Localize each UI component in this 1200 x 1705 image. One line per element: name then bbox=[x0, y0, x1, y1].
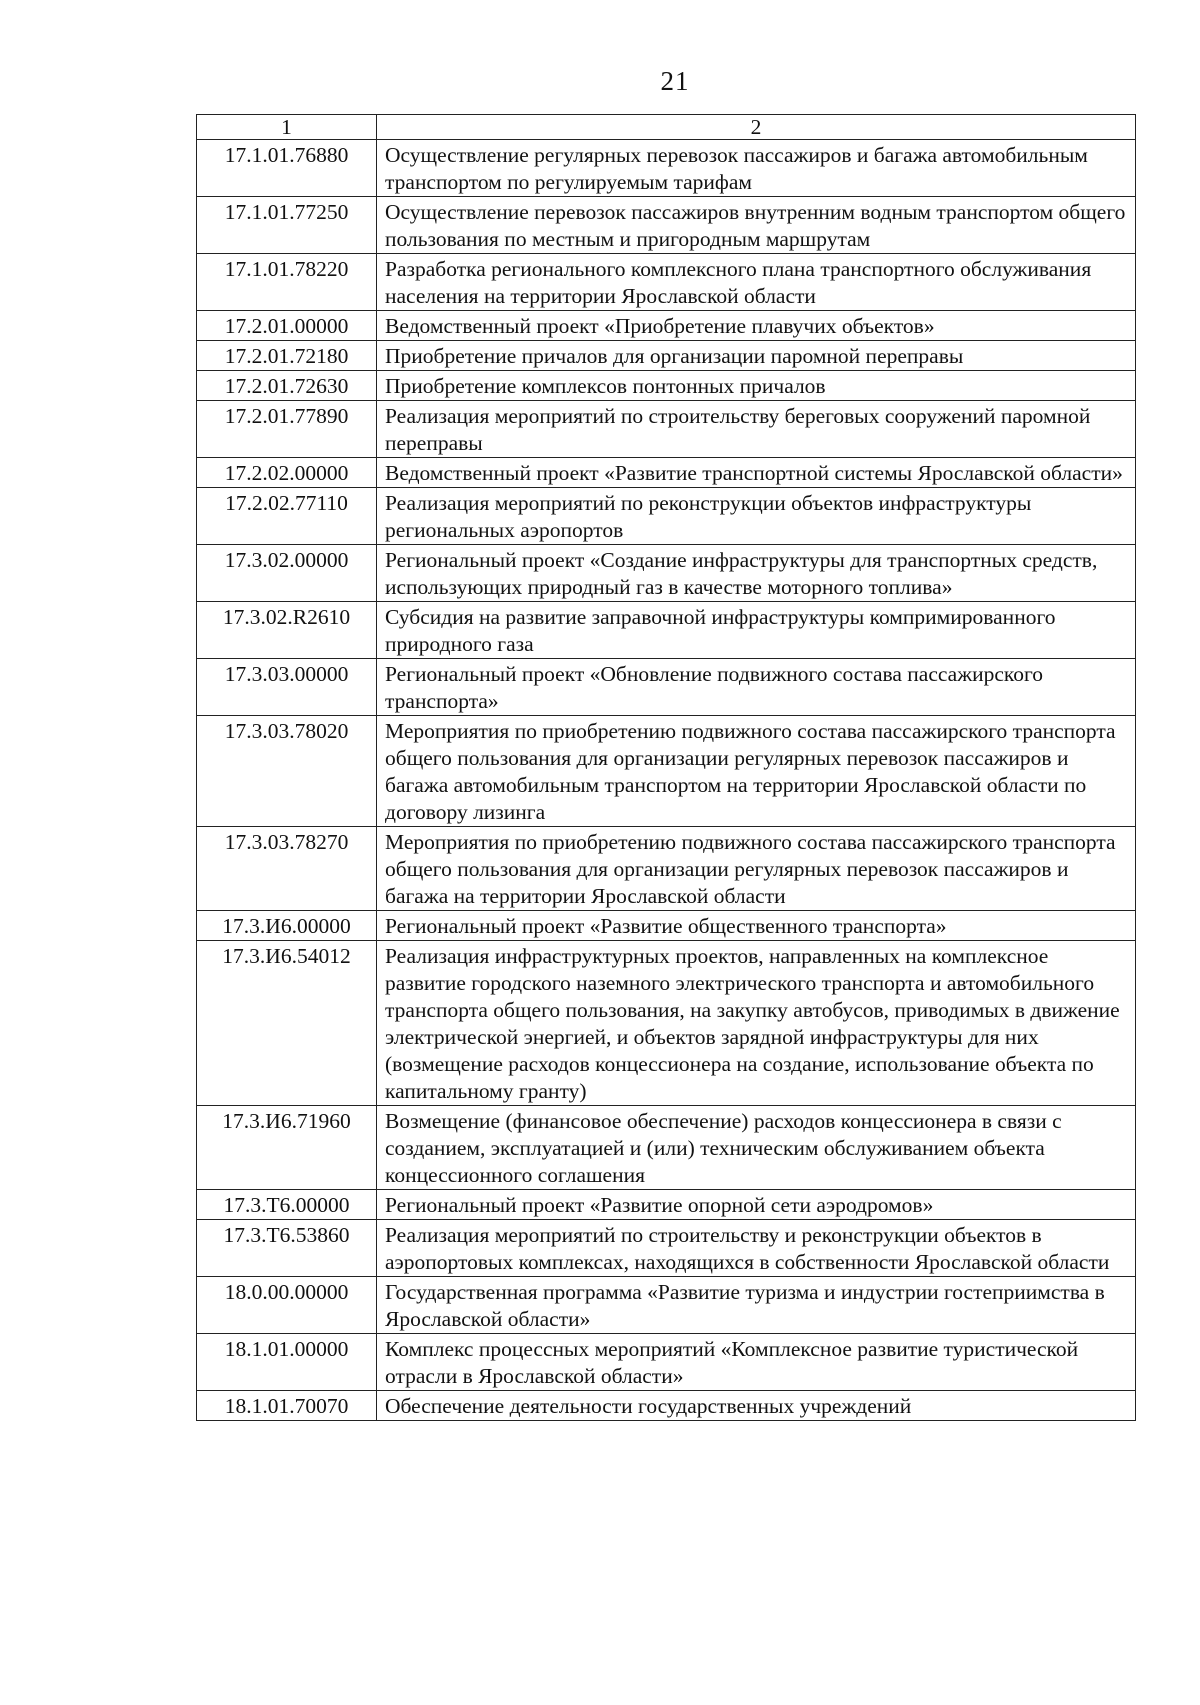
row-code: 17.3.Т6.53860 bbox=[197, 1220, 377, 1277]
table-row bbox=[197, 716, 1136, 827]
row-name: Ведомственный проект «Приобретение плавучих объектов» bbox=[377, 311, 1136, 341]
row-name: Мероприятия по приобретению подвижного состава пассажирского транспорта общего пользования для организации регулярных перевозок пассажиров и багажа на территории Ярославской области bbox=[377, 827, 1136, 911]
table-row bbox=[197, 311, 1136, 341]
page-number: 21 bbox=[660, 66, 690, 96]
row-code: 17.3.И6.71960 bbox=[197, 1106, 377, 1190]
row-code: 17.3.Т6.00000 bbox=[197, 1190, 377, 1220]
table-header-row bbox=[197, 115, 1136, 140]
row-name: Осуществление перевозок пассажиров внутренним водным транспортом общего пользования по местным и пригородным маршрутам bbox=[377, 197, 1136, 254]
row-code: 17.3.И6.00000 bbox=[197, 911, 377, 941]
row-name: Ведомственный проект «Развитие транспортной системы Ярославской области» bbox=[377, 458, 1136, 488]
table-row bbox=[197, 140, 1136, 197]
row-code: 18.1.01.00000 bbox=[197, 1334, 377, 1391]
table-row bbox=[197, 1190, 1136, 1220]
row-name: Комплекс процессных мероприятий «Комплексное развитие туристической отрасли в Ярославской области» bbox=[377, 1334, 1136, 1391]
row-code: 17.1.01.77250 bbox=[197, 197, 377, 254]
row-name: Реализация мероприятий по реконструкции объектов инфраструктуры региональных аэропортов bbox=[377, 488, 1136, 545]
row-code: 17.2.01.72180 bbox=[197, 341, 377, 371]
row-name: Осуществление регулярных перевозок пассажиров и багажа автомобильным транспортом по регулируемым тарифам bbox=[377, 140, 1136, 197]
row-code: 17.3.02.00000 bbox=[197, 545, 377, 602]
row-code: 17.3.03.78020 bbox=[197, 716, 377, 827]
row-code: 17.2.02.77110 bbox=[197, 488, 377, 545]
row-code: 17.1.01.76880 bbox=[197, 140, 377, 197]
row-code: 17.2.02.00000 bbox=[197, 458, 377, 488]
row-name: Реализация мероприятий по строительству и реконструкции объектов в аэропортовых комплексах, находящихся в собственности Ярославской области bbox=[377, 1220, 1136, 1277]
column-header-1: 1 bbox=[197, 115, 377, 140]
table-row bbox=[197, 401, 1136, 458]
row-name: Приобретение комплексов понтонных причалов bbox=[377, 371, 1136, 401]
table-row bbox=[197, 911, 1136, 941]
table-row bbox=[197, 1334, 1136, 1391]
table-row bbox=[197, 602, 1136, 659]
table-row bbox=[197, 254, 1136, 311]
row-code: 17.2.01.00000 bbox=[197, 311, 377, 341]
table-row bbox=[197, 941, 1136, 1106]
table-row bbox=[197, 545, 1136, 602]
row-name: Субсидия на развитие заправочной инфраструктуры компримированного природного газа bbox=[377, 602, 1136, 659]
row-name: Региональный проект «Обновление подвижного состава пассажирского транспорта» bbox=[377, 659, 1136, 716]
table-row bbox=[197, 1106, 1136, 1190]
row-code: 18.1.01.70070 bbox=[197, 1391, 377, 1421]
row-code: 17.3.03.78270 bbox=[197, 827, 377, 911]
table-row bbox=[197, 659, 1136, 716]
row-name: Региональный проект «Развитие общественного транспорта» bbox=[377, 911, 1136, 941]
table-row bbox=[197, 458, 1136, 488]
row-name: Региональный проект «Создание инфраструктуры для транспортных средств, использующих природный газ в качестве моторного топлива» bbox=[377, 545, 1136, 602]
row-name: Региональный проект «Развитие опорной сети аэродромов» bbox=[377, 1190, 1136, 1220]
table-row bbox=[197, 197, 1136, 254]
row-code: 18.0.00.00000 bbox=[197, 1277, 377, 1334]
row-code: 17.3.03.00000 bbox=[197, 659, 377, 716]
table-row bbox=[197, 488, 1136, 545]
row-name: Реализация мероприятий по строительству береговых сооружений паромной переправы bbox=[377, 401, 1136, 458]
row-code: 17.3.И6.54012 bbox=[197, 941, 377, 1106]
row-name: Приобретение причалов для организации паромной переправы bbox=[377, 341, 1136, 371]
row-name: Мероприятия по приобретению подвижного состава пассажирского транспорта общего пользования для организации регулярных перевозок пассажиров и багажа автомобильным транспортом на территории Ярославской области по договору лизинга bbox=[377, 716, 1136, 827]
table-row bbox=[197, 1391, 1136, 1421]
table-row bbox=[197, 827, 1136, 911]
table-row bbox=[197, 371, 1136, 401]
row-name: Реализация инфраструктурных проектов, направленных на комплексное развитие городского наземного электрического транспорта и автомобильного транспорта общего пользования, на закупку автобусов, приводимых в движение электрической энергией, и объектов зарядной инфраструктуры для них (возмещение расходов концессионера на создание, использование объекта по капитальному гранту) bbox=[377, 941, 1136, 1106]
row-code: 17.1.01.78220 bbox=[197, 254, 377, 311]
table-row bbox=[197, 1277, 1136, 1334]
row-code: 17.3.02.R2610 bbox=[197, 602, 377, 659]
budget-code-table bbox=[196, 114, 1136, 1421]
row-name: Государственная программа «Развитие туризма и индустрии гостеприимства в Ярославской области» bbox=[377, 1277, 1136, 1334]
row-name: Возмещение (финансовое обеспечение) расходов концессионера в связи с созданием, эксплуатацией и (или) техническим обслуживанием объекта концессионного соглашения bbox=[377, 1106, 1136, 1190]
row-name: Разработка регионального комплексного плана транспортного обслуживания населения на территории Ярославской области bbox=[377, 254, 1136, 311]
row-code: 17.2.01.72630 bbox=[197, 371, 377, 401]
table-row bbox=[197, 341, 1136, 371]
table-row bbox=[197, 1220, 1136, 1277]
row-code: 17.2.01.77890 bbox=[197, 401, 377, 458]
row-name: Обеспечение деятельности государственных учреждений bbox=[377, 1391, 1136, 1421]
column-header-2: 2 bbox=[377, 115, 1136, 140]
